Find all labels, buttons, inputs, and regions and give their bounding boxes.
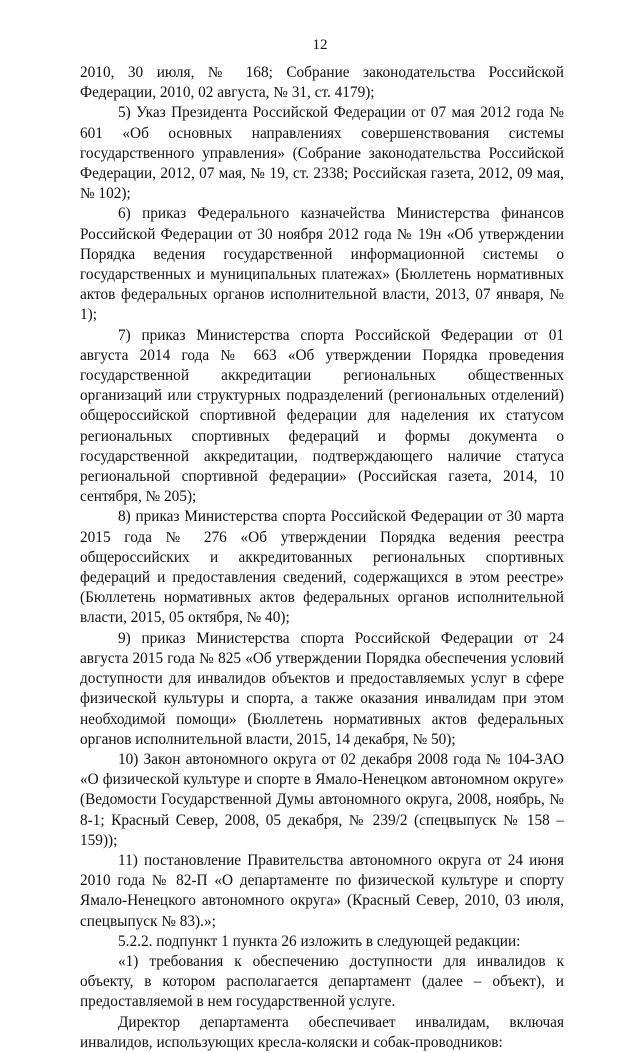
paragraph-item-10: 10) Закон автономного округа от 02 декабря 2008 года № 104-ЗАО «О физической культуре и спорте в Ямало-Ненецком автономном округе» (Ведомости Государственной Думы автономного округа, 2008, ноябрь, № 8-1; Красный Север, 2008, 05 декабря, № 239/2 (спецвыпуск № 158 – 159)); (80, 750, 564, 849)
paragraph-item-11: 11) постановление Правительства автономного округа от 24 июня 2010 года № 82-П «О департаменте по физической культуре и спорту Ямало-Ненецкого автономного округа» (Красный Север, 2010, 03 июля, спецвыпуск № 83).»; (80, 851, 564, 930)
document-body (80, 63, 564, 1053)
paragraph-item-6: 6) приказ Федерального казначейства Министерства финансов Российской Федерации от 30 ноября 2012 года № 19н «Об утверждении Порядка ведения государственной информационной системы о государственных и муниципальных платежах» (Бюллетень нормативных актов федеральных органов исполнительной власти, 2013, 07 января, № 1); (80, 205, 564, 324)
paragraph-item-9: 9) приказ Министерства спорта Российской Федерации от 24 августа 2015 года № 825 «Об утверждении Порядка обеспечения условий доступности для инвалидов объектов и предоставляемых услуг в сфере физической культуры и спорта, а также оказания инвалидам при этом необходимой помощи» (Бюллетень нормативных актов федеральных органов исполнительной власти, 2015, 14 декабря, № 50); (80, 629, 564, 748)
page-number: 12 (312, 37, 328, 53)
paragraph-clause-5-2-2: 5.2.2. подпункт 1 пункта 26 изложить в следующей редакции: (118, 932, 521, 950)
paragraph-director-duties: Директор департамента обеспечивает инвалидам, включая инвалидов, использующих кресла-коляски и собак-проводников: (80, 1013, 564, 1051)
paragraph-continuation: 2010, 30 июля, № 168; Собрание законодательства Российской Федерации, 2010, 02 августа, № 31, ст. 4179); (80, 64, 564, 102)
paragraph-item-5: 5) Указ Президента Российской Федерации от 07 мая 2012 года № 601 «Об основных направлениях совершенствования системы государственного управления» (Собрание законодательства Российской Федерации, 2012, 07 мая, № 19, ст. 2338; Российская газета, 2012, 09 мая, № 102); (80, 104, 564, 203)
paragraph-item-8: 8) приказ Министерства спорта Российской Федерации от 30 марта 2015 года № 276 «Об утверждении Порядка ведения реестра общероссийских и аккредитованных региональных спортивных федераций и предоставления сведений, содержащихся в этом реестре» (Бюллетень нормативных актов федеральных органов исполнительной власти, 2015, 05 октября, № 40); (80, 508, 564, 627)
paragraph-requirement-1: «1) требования к обеспечению доступности для инвалидов к объекту, в котором располагается департамент (далее – объект), и предоставляемой в нем государственной услуге. (80, 952, 564, 1011)
paragraph-item-7: 7) приказ Министерства спорта Российской Федерации от 01 августа 2014 года № 663 «Об утверждении Порядка проведения государственной аккредитации региональных общественных организаций или структурных подразделений (региональных отделений) общероссийской спортивной федерации для наделения их статусом региональных спортивных федераций и формы документа о государственной аккредитации, подтверждающего наличие статуса региональной спортивной федерации» (Российская газета, 2014, 10 сентября, № 205); (80, 326, 564, 506)
